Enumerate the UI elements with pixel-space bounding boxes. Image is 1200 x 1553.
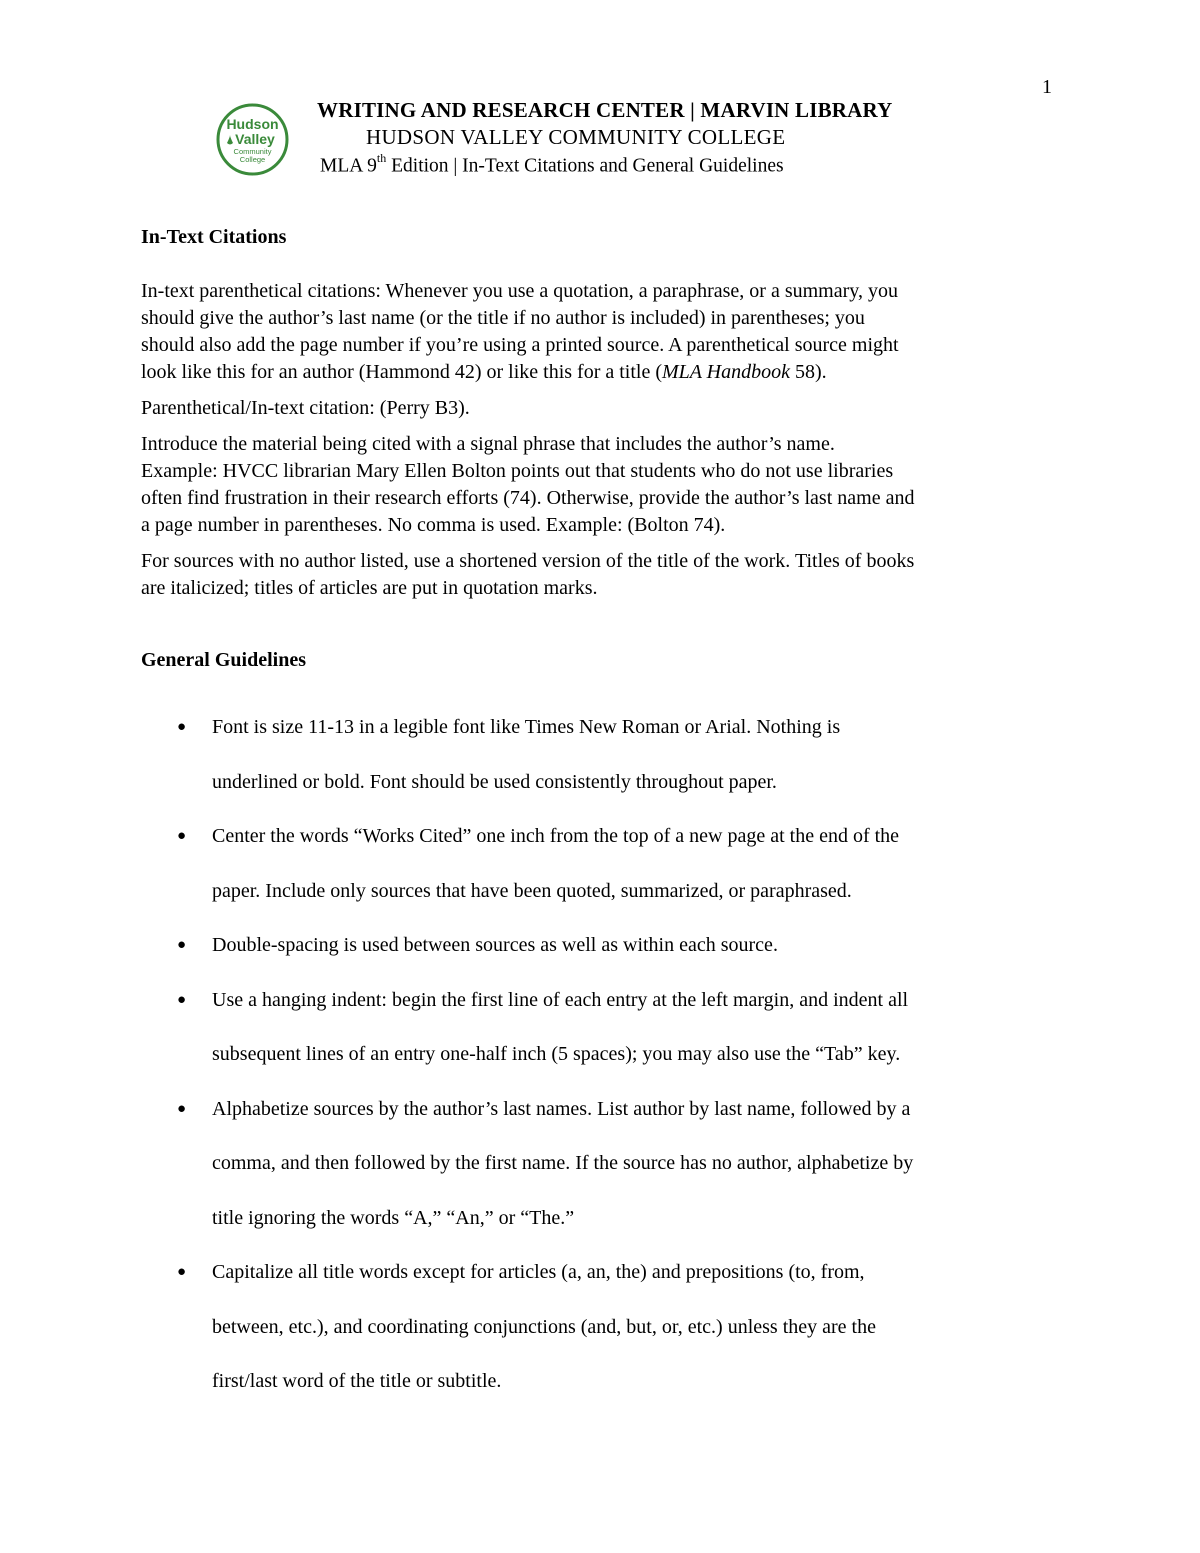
bullet-icon: ●	[177, 719, 187, 735]
college-name: HUDSON VALLEY COMMUNITY COLLEGE	[366, 125, 786, 149]
bullet-icon: ●	[177, 991, 187, 1008]
bullet-icon: ●	[177, 828, 187, 844]
paragraph-parenthetical-citations: In-text parenthetical citations: Whenever you use a quotation, a paraphrase, or a summary, you should give the author’s last name (or the title if no author is included) in parentheses; you should also add the page number if you’re using a printed source. A parenthetical source might look like this for an author (Hammond 42) or like this for a title (MLA Handbook 58).	[141, 280, 899, 383]
guidelines-list	[141, 700, 1066, 1409]
list-item: ● Capitalize all title words except for articles (a, an, the) and prepositions (to, from, between, etc.), and coordinating conjunctions (and, but, or, etc.) unless they are the first/last word of the title or subtitle.	[141, 1245, 1042, 1409]
college-logo	[216, 103, 289, 176]
page-number: 1	[1042, 76, 1052, 98]
list-item: ● Center the words “Works Cited” one inch from the top of a new page at the end of the paper. Include only sources that have been quoted, summarized, or paraphrased.	[141, 809, 1042, 918]
bullet-icon: ●	[177, 1100, 187, 1117]
list-item: ● Double-spacing is used between sources as well as within each source.	[141, 918, 1042, 973]
document-subtitle: MLA 9th Edition | In-Text Citations and General Guidelines	[320, 151, 784, 177]
paragraph-citation-example: Parenthetical/In-text citation: (Perry B3).	[141, 397, 470, 419]
logo-word-community: Community	[233, 147, 272, 156]
list-item: ● Use a hanging indent: begin the first line of each entry at the left margin, and indent all subsequent lines of an entry one-half inch (5 spaces); you may also use the “Tab” key.	[141, 973, 1042, 1082]
center-title: WRITING AND RESEARCH CENTER | MARVIN LIBRARY	[317, 98, 893, 122]
list-item: ● Alphabetize sources by the author’s last names. List author by last name, followed by a comma, and then followed by the first name. If the source has no author, alphabetize by title ignoring the words “A,” “An,” or “The.”	[141, 1082, 1042, 1246]
logo-word-valley: Valley	[235, 131, 275, 147]
bullet-icon: ●	[177, 937, 187, 953]
list-item: ● Font is size 11-13 in a legible font like Times New Roman or Arial. Nothing is underlined or bold. Font should be used consistently throughout paper.	[141, 700, 1042, 809]
section-heading-in-text-citations: In-Text Citations	[141, 226, 287, 248]
document-body	[141, 224, 1066, 1409]
paragraph-no-author: For sources with no author listed, use a shortened version of the title of the work. Titles of books are italicized; titles of articles are put in quotation marks.	[141, 550, 915, 599]
logo-word-hudson: Hudson	[226, 116, 279, 132]
bullet-icon: ●	[177, 1264, 187, 1280]
logo-word-college: College	[239, 155, 266, 164]
paragraph-signal-phrase: Introduce the material being cited with a signal phrase that includes the author’s name. Example: HVCC librarian Mary Ellen Bolton points out that students who do not use libraries often find frustration in their research efforts (74). Otherwise, provide the author’s last name and a page number in parentheses. No comma is used. Example: (Bolton 74).	[141, 433, 915, 536]
section-heading-general-guidelines: General Guidelines	[141, 649, 306, 671]
